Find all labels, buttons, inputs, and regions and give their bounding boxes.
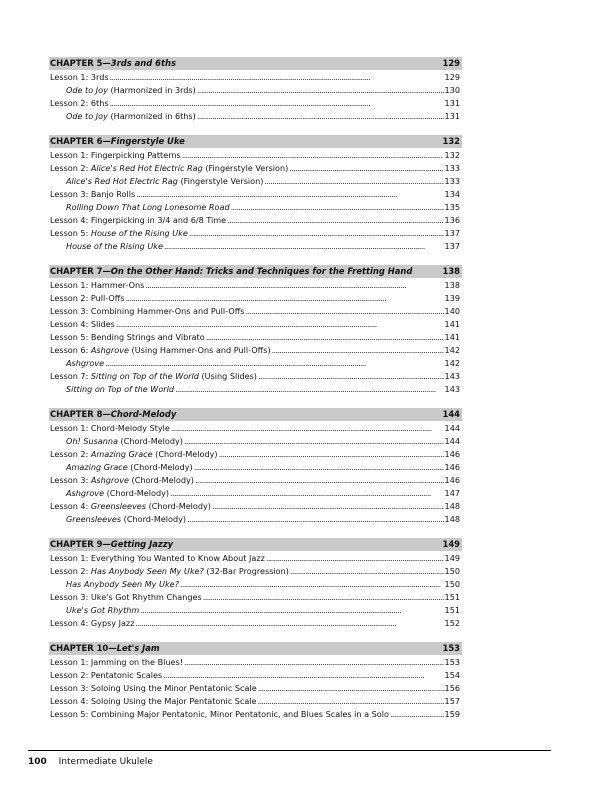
entry-page: 134 bbox=[444, 189, 460, 199]
table-of-contents bbox=[49, 57, 462, 733]
entry-page: 150 bbox=[444, 579, 460, 589]
chapter-title: Fingerstyle Uke bbox=[110, 136, 185, 146]
chapter-page: 129 bbox=[442, 58, 460, 68]
entry-page: 143 bbox=[444, 371, 460, 381]
entry-page: 137 bbox=[444, 228, 460, 238]
toc-entry[interactable]: Lesson 6: Ashgrove (Using Hammer-Ons and Pull-Offs) . . . 142 bbox=[49, 344, 462, 357]
entry-page: 130 bbox=[444, 85, 460, 95]
chapter-label: CHAPTER 6— bbox=[50, 136, 111, 146]
toc-entry[interactable]: Alice's Red Hot Electric Rag (Fingerstyle Version) . . . 133 bbox=[49, 175, 462, 188]
toc-entry[interactable]: House of the Rising Uke . . . 137 bbox=[49, 240, 462, 253]
entry-page: 146 bbox=[444, 462, 460, 472]
toc-entry[interactable]: Lesson 5: Combining Major Pentatonic, Minor Pentatonic, and Blues Scales in a Solo . . . 159 bbox=[49, 708, 462, 721]
chapter-label: CHAPTER 10— bbox=[50, 643, 117, 653]
entry-page: 144 bbox=[444, 423, 460, 433]
entry-page: 147 bbox=[444, 488, 460, 498]
chapter-heading bbox=[49, 135, 462, 148]
entry-page: 156 bbox=[444, 683, 460, 693]
entry-page: 142 bbox=[444, 358, 460, 368]
toc-entry[interactable]: Lesson 1: 3rds . . . 129 bbox=[49, 71, 462, 84]
chapter-label: CHAPTER 5— bbox=[50, 58, 111, 68]
entry-page: 143 bbox=[444, 384, 460, 394]
chapter-label: CHAPTER 7— bbox=[50, 266, 111, 276]
toc-entry[interactable]: Lesson 3: Soloing Using the Minor Pentatonic Scale . . . 156 bbox=[49, 682, 462, 695]
chapter-label: CHAPTER 9— bbox=[50, 539, 111, 549]
entry-page: 131 bbox=[444, 111, 460, 121]
toc-entry[interactable]: Lesson 1: Everything You Wanted to Know About Jazz . . . 149 bbox=[49, 552, 462, 565]
entry-page: 132 bbox=[444, 150, 460, 160]
entry-page: 140 bbox=[444, 306, 460, 316]
chapter-page: 144 bbox=[442, 409, 460, 419]
chapter-title: Let's Jam bbox=[116, 643, 160, 653]
toc-entry[interactable]: Lesson 2: Pentatonic Scales . . . 154 bbox=[49, 669, 462, 682]
entry-page: 148 bbox=[444, 514, 460, 524]
toc-entry[interactable]: Ashgrove (Chord-Melody) . . . 147 bbox=[49, 487, 462, 500]
footer-book-title: Intermediate Ukulele bbox=[58, 757, 153, 767]
page-footer bbox=[28, 757, 153, 767]
toc-entry[interactable]: Lesson 1: Fingerpicking Patterns . . . 132 bbox=[49, 149, 462, 162]
entry-page: 144 bbox=[444, 436, 460, 446]
toc-entry[interactable]: Lesson 4: Soloing Using the Major Pentatonic Scale . . . 157 bbox=[49, 695, 462, 708]
entry-page: 142 bbox=[444, 345, 460, 355]
chapter-title: 3rds and 6ths bbox=[110, 58, 176, 68]
entry-page: 153 bbox=[444, 657, 460, 667]
footer-divider bbox=[28, 750, 551, 751]
toc-entry[interactable]: Lesson 5: Bending Strings and Vibrato . . . 141 bbox=[49, 331, 462, 344]
entry-page: 139 bbox=[444, 293, 460, 303]
chapter-page: 153 bbox=[442, 643, 460, 653]
chapter-heading bbox=[49, 57, 462, 70]
entry-page: 157 bbox=[444, 696, 460, 706]
toc-entry[interactable]: Oh! Susanna (Chord-Melody) . . . 144 bbox=[49, 435, 462, 448]
toc-entry[interactable]: Lesson 2: Has Anybody Seen My Uke? (32-Bar Progression) . . . 150 bbox=[49, 565, 462, 578]
entry-page: 131 bbox=[444, 98, 460, 108]
toc-entry[interactable]: Uke's Got Rhythm . . . 151 bbox=[49, 604, 462, 617]
toc-entry[interactable]: Lesson 2: 6ths . . . 131 bbox=[49, 97, 462, 110]
toc-entry[interactable]: Lesson 5: House of the Rising Uke . . . 137 bbox=[49, 227, 462, 240]
chapter-label: CHAPTER 8— bbox=[50, 409, 111, 419]
chapter-title: Getting Jazzy bbox=[110, 539, 174, 549]
entry-page: 141 bbox=[444, 319, 460, 329]
toc-entry[interactable]: Sitting on Top of the World . . . 143 bbox=[49, 383, 462, 396]
toc-entry[interactable]: Lesson 4: Fingerpicking in 3/4 and 6/8 Time . . . 136 bbox=[49, 214, 462, 227]
entry-page: 150 bbox=[444, 566, 460, 576]
toc-entry[interactable]: Lesson 1: Chord-Melody Style . . . 144 bbox=[49, 422, 462, 435]
chapter-6 bbox=[49, 135, 462, 253]
chapter-heading bbox=[49, 265, 462, 278]
entry-page: 136 bbox=[444, 215, 460, 225]
chapter-heading bbox=[49, 642, 462, 655]
toc-entry[interactable]: Lesson 2: Amazing Grace (Chord-Melody) . . . 146 bbox=[49, 448, 462, 461]
toc-entry[interactable]: Lesson 1: Jamming on the Blues! . . . 153 bbox=[49, 656, 462, 669]
chapter-page: 138 bbox=[442, 266, 460, 276]
entry-page: 129 bbox=[444, 72, 460, 82]
toc-entry[interactable]: Rolling Down That Long Lonesome Road . . . 135 bbox=[49, 201, 462, 214]
toc-entry[interactable]: Lesson 4: Greensleeves (Chord-Melody) . . . 148 bbox=[49, 500, 462, 513]
entry-page: 151 bbox=[444, 605, 460, 615]
toc-entry[interactable]: Ashgrove . . . 142 bbox=[49, 357, 462, 370]
footer-page-number: 100 bbox=[28, 757, 47, 767]
toc-entry[interactable]: Greensleeves (Chord-Melody) . . . 148 bbox=[49, 513, 462, 526]
chapter-8 bbox=[49, 408, 462, 526]
toc-entry[interactable]: Amazing Grace (Chord-Melody) . . . 146 bbox=[49, 461, 462, 474]
chapter-5 bbox=[49, 57, 462, 123]
entry-page: 133 bbox=[444, 176, 460, 186]
entry-page: 141 bbox=[444, 332, 460, 342]
entry-page: 159 bbox=[444, 709, 460, 719]
toc-entry[interactable]: Lesson 7: Sitting on Top of the World (Using Slides) . . . 143 bbox=[49, 370, 462, 383]
toc-entry[interactable]: Lesson 3: Uke's Got Rhythm Changes . . . 151 bbox=[49, 591, 462, 604]
entry-page: 146 bbox=[444, 475, 460, 485]
chapter-page: 149 bbox=[442, 539, 460, 549]
toc-entry[interactable]: Lesson 3: Banjo Rolls . . . 134 bbox=[49, 188, 462, 201]
toc-entry[interactable]: Ode to Joy (Harmonized in 6ths) . . . 131 bbox=[49, 110, 462, 123]
chapter-heading bbox=[49, 408, 462, 421]
toc-entry[interactable]: Ode to Joy (Harmonized in 3rds) . . . 130 bbox=[49, 84, 462, 97]
entry-page: 138 bbox=[444, 280, 460, 290]
chapter-title: Chord-Melody bbox=[110, 409, 177, 419]
toc-entry[interactable]: Has Anybody Seen My Uke? . . . 150 bbox=[49, 578, 462, 591]
toc-entry[interactable]: Lesson 3: Ashgrove (Chord-Melody) . . . 146 bbox=[49, 474, 462, 487]
entry-page: 152 bbox=[444, 618, 460, 628]
chapter-title: On the Other Hand: Tricks and Techniques for the Fretting Hand bbox=[110, 266, 413, 276]
toc-entry[interactable]: Lesson 2: Alice's Red Hot Electric Rag (Fingerstyle Version) . . . 133 bbox=[49, 162, 462, 175]
chapter-10 bbox=[49, 642, 462, 721]
chapter-9 bbox=[49, 538, 462, 630]
toc-entry[interactable]: Lesson 4: Slides . . . 141 bbox=[49, 318, 462, 331]
entry-page: 146 bbox=[444, 449, 460, 459]
chapter-7 bbox=[49, 265, 462, 396]
toc-entry[interactable]: Lesson 2: Pull-Offs . . . 139 bbox=[49, 292, 462, 305]
chapter-page: 132 bbox=[442, 136, 460, 146]
entry-page: 149 bbox=[444, 553, 460, 563]
entry-page: 148 bbox=[444, 501, 460, 511]
entry-page: 137 bbox=[444, 241, 460, 251]
chapter-heading bbox=[49, 538, 462, 551]
toc-entry[interactable]: Lesson 4: Gypsy Jazz . . . 152 bbox=[49, 617, 462, 630]
entry-page: 151 bbox=[444, 592, 460, 602]
entry-page: 133 bbox=[444, 163, 460, 173]
entry-page: 135 bbox=[444, 202, 460, 212]
toc-entry[interactable]: Lesson 3: Combining Hammer-Ons and Pull-Offs . . . 140 bbox=[49, 305, 462, 318]
toc-entry[interactable]: Lesson 1: Hammer-Ons . . . 138 bbox=[49, 279, 462, 292]
entry-page: 154 bbox=[444, 670, 460, 680]
